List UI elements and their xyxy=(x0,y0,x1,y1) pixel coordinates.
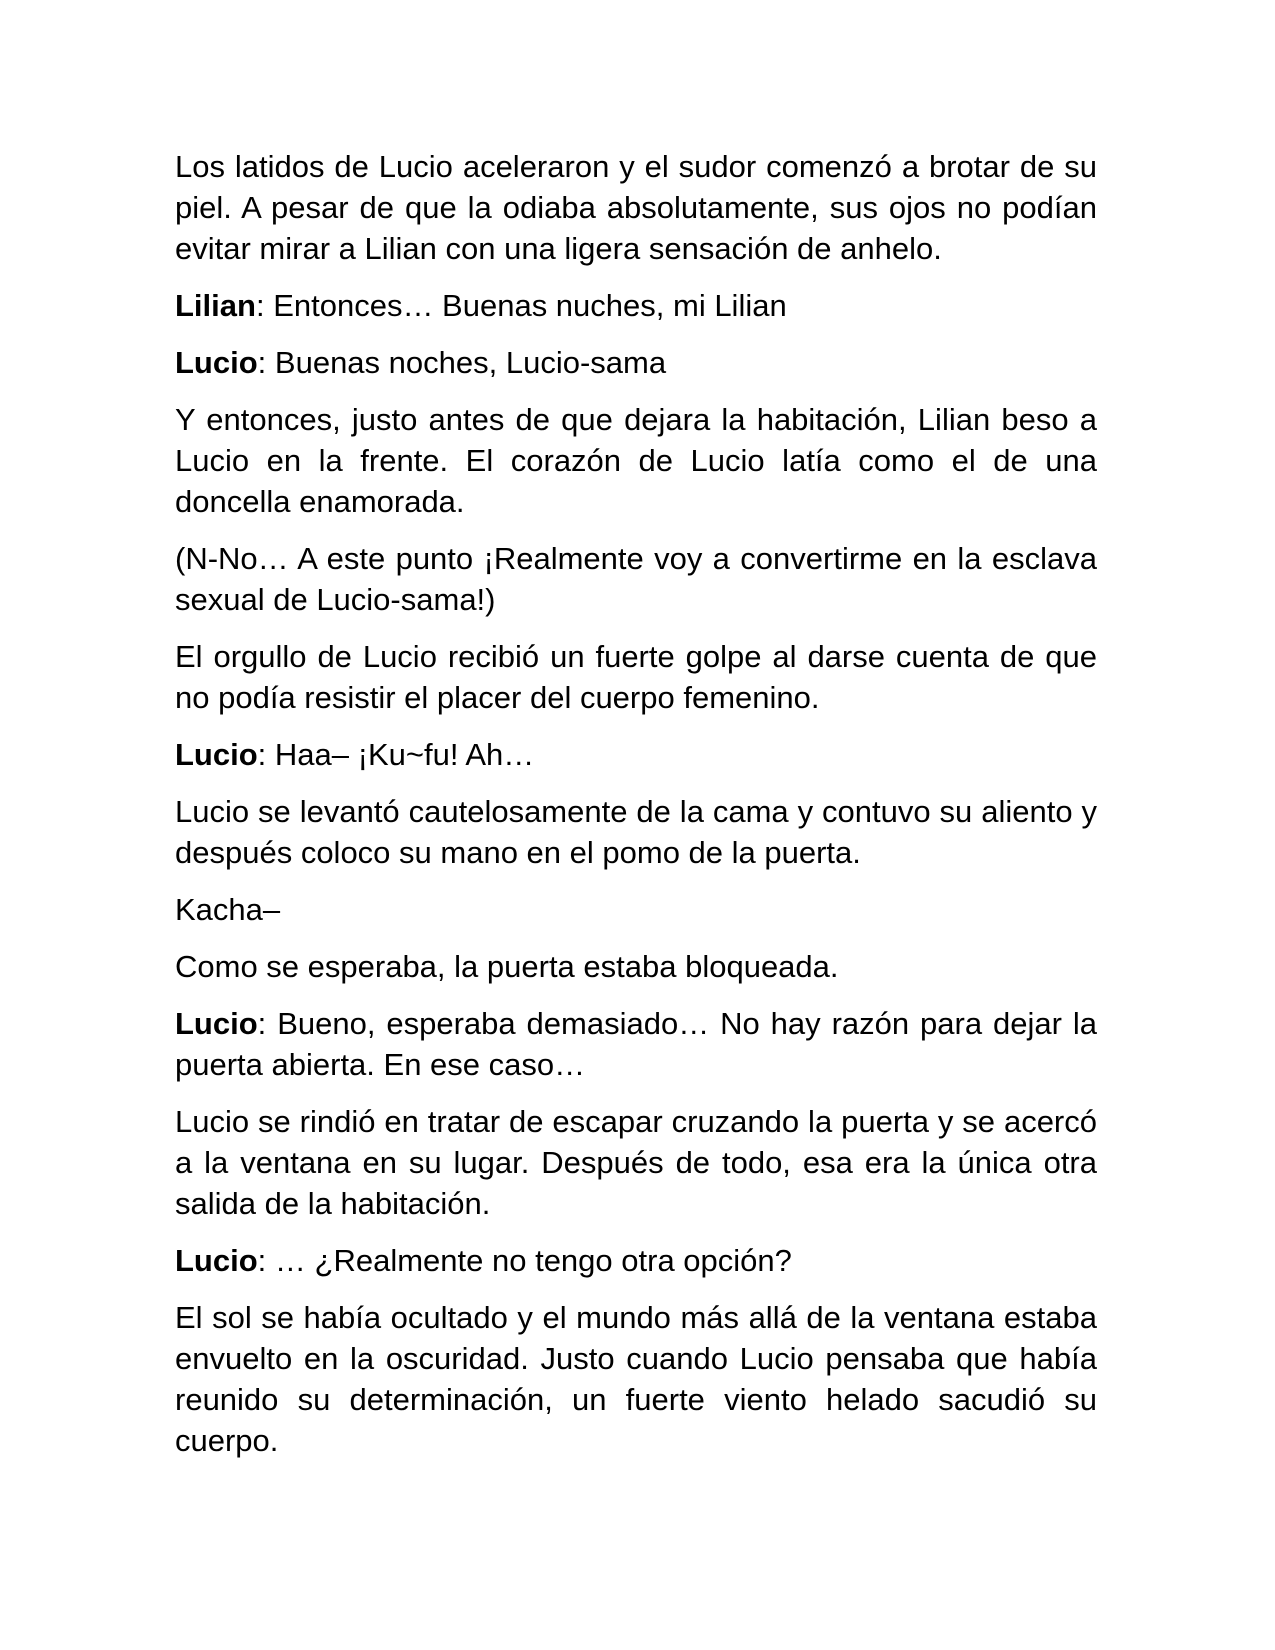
paragraph-dialogue xyxy=(175,1003,1097,1085)
dialogue-text: Entonces… Buenas nuches, mi Lilian xyxy=(273,288,787,323)
speaker-separator: : xyxy=(257,1006,278,1041)
paragraph-dialogue xyxy=(175,342,1097,383)
speaker-separator: : xyxy=(255,288,274,323)
paragraph-narration: Y entonces, justo antes de que dejara la habitación, Lilian beso a Lucio en la frente. El corazón de Lucio latía como el de una doncella enamorada. xyxy=(175,402,1097,519)
paragraph-narration: Los latidos de Lucio aceleraron y el sudor comenzó a brotar de su piel. A pesar de que la odiaba absolutamente, sus ojos no podían evitar mirar a Lilian con una ligera sensación de anhelo. xyxy=(175,149,1097,266)
speaker-name: Lilian xyxy=(175,288,256,323)
paragraph-narration: Como se esperaba, la puerta estaba bloqueada. xyxy=(175,949,839,984)
paragraph-dialogue xyxy=(175,734,1097,775)
paragraph-dialogue xyxy=(175,1240,1097,1281)
dialogue-text: Haa– ¡Ku~fu! Ah… xyxy=(274,737,535,772)
paragraph-dialogue xyxy=(175,285,1097,326)
paragraph-narration: Lucio se levantó cautelosamente de la cama y contuvo su aliento y después coloco su mano en el pomo de la puerta. xyxy=(175,794,1097,870)
speaker-separator: : xyxy=(257,737,275,772)
dialogue-text: Buenas noches, Lucio-sama xyxy=(274,345,667,380)
speaker-name: Lucio xyxy=(175,1243,258,1278)
speaker-separator: : xyxy=(257,1243,275,1278)
dialogue-text: Bueno, esperaba demasiado… No hay razón para dejar la puerta abierta. En ese caso… xyxy=(175,1006,1097,1082)
paragraph-narration: Lucio se rindió en tratar de escapar cruzando la puerta y se acercó a la ventana en su lugar. Después de todo, esa era la única otra salida de la habitación. xyxy=(175,1104,1097,1221)
paragraph-narration: El orgullo de Lucio recibió un fuerte golpe al darse cuenta de que no podía resistir el placer del cuerpo femenino. xyxy=(175,639,1097,715)
paragraph-narration: Kacha– xyxy=(175,892,281,927)
paragraph-narration: El sol se había ocultado y el mundo más allá de la ventana estaba envuelto en la oscuridad. Justo cuando Lucio pensaba que había reunido su determinación, un fuerte viento helado sacudió su cuerpo. xyxy=(175,1300,1097,1458)
dialogue-text: … ¿Realmente no tengo otra opción? xyxy=(274,1243,792,1278)
speaker-name: Lucio xyxy=(175,345,258,380)
speaker-name: Lucio xyxy=(175,737,258,772)
paragraph-narration: (N-No… A este punto ¡Realmente voy a convertirme en la esclava sexual de Lucio-sama!) xyxy=(175,541,1097,617)
speaker-separator: : xyxy=(257,345,275,380)
speaker-name: Lucio xyxy=(175,1006,258,1041)
document-page xyxy=(175,146,1097,1477)
